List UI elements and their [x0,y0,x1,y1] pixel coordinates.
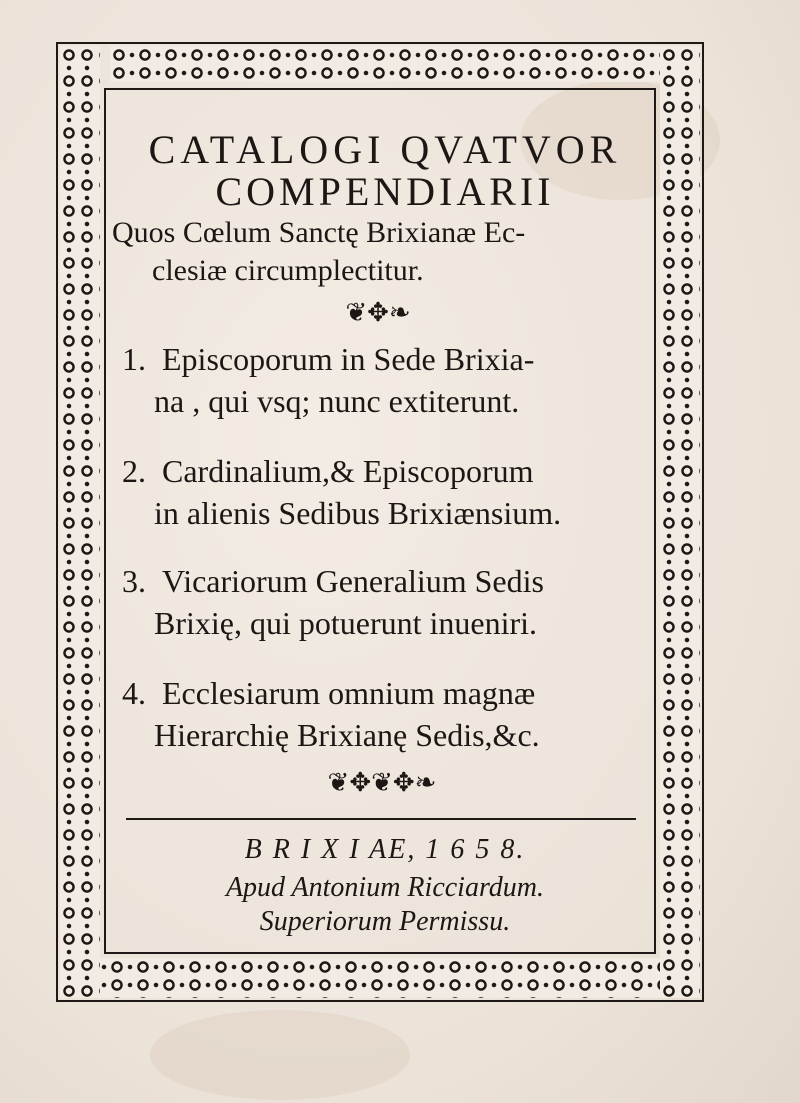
item-line-1: Cardinalium,& Episcoporum [162,453,534,489]
frame-rule-outer-bottom [58,1000,704,1002]
border-right-ornament [660,46,700,998]
frame-rule-outer-right [702,42,704,1002]
frame-rule-outer-left [56,42,58,1002]
item-line-2: in alienis Sedibus Brixiænsium. [154,495,562,531]
subtitle-line-1: Quos Cœlum Sanctę Brixianæ Ec- [112,216,526,249]
imprint-permission: Superiorum Permissu. [259,906,511,937]
fleuron-ornament-top: ❦✥❧ [345,298,411,327]
list-item [122,338,652,422]
frame-rule-outer-top [58,42,704,44]
border-left-ornament [60,46,100,998]
frame-rule-inner-right [654,88,656,954]
paper-stain [150,1010,410,1100]
fleuron-ornament-bottom: ❦✥❦✥❧ [327,768,437,797]
item-number: 2. [122,453,146,489]
frame-rule-inner-top [104,88,654,90]
item-line-1: Episcoporum in Sede Brixia- [162,341,535,377]
item-line-2: Hierarchię Brixianę Sedis,&c. [154,717,540,753]
list-item [122,450,652,534]
item-line-1: Ecclesiarum omnium magnæ [162,675,536,711]
subtitle-line-2: clesiæ circumplectitur. [152,254,424,287]
imprint-place-date: B R I X I AE, 1 6 5 8. [244,834,526,865]
item-line-2: Brixię, qui potuerunt inueniri. [154,605,538,641]
border-bottom-ornament [82,958,700,998]
imprint-printer: Apud Antonium Ricciardum. [225,872,545,903]
title-line-2: COMPENDIARII [215,169,555,214]
frame-rule-inner-bottom [104,952,654,954]
item-number: 1. [122,341,146,377]
frame-rule-inner-left [104,88,106,954]
item-number: 3. [122,563,146,599]
item-number: 4. [122,675,146,711]
item-line-1: Vicariorum Generalium Sedis [162,563,544,599]
list-item [122,672,652,756]
list-item [122,560,652,644]
item-line-2: na , qui vsq; nunc extiterunt. [154,383,520,419]
title-line-1: CATALOGI QVATVOR [148,127,622,172]
imprint-divider-rule [126,818,636,820]
border-top-ornament [110,46,700,82]
